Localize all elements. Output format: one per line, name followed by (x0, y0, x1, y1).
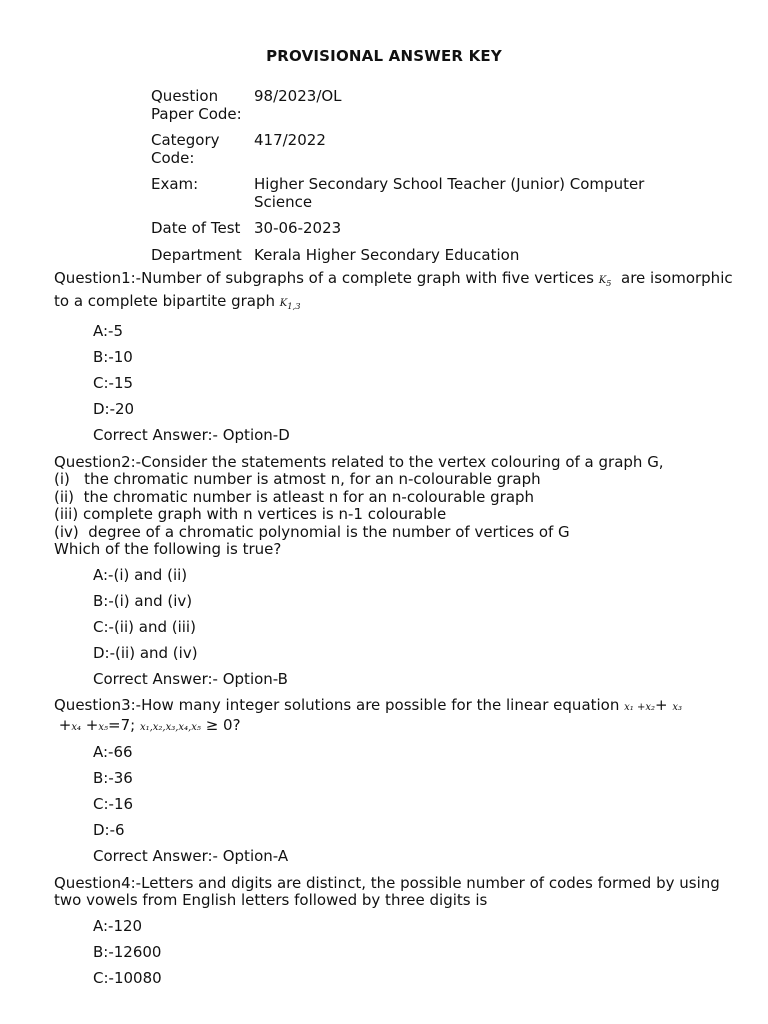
detail-value: 417/2022 (254, 131, 326, 149)
detail-value: Higher Secondary School Teacher (Junior) Computer Science (254, 175, 645, 211)
stem-text: are isomorphic to a complete bipartite graph (54, 269, 738, 310)
detail-label: Question Paper Code: (151, 87, 242, 123)
math-expression: x₁ +x₂ (624, 702, 655, 713)
option-c: C:-10080 (93, 968, 162, 987)
question-stem: Question4:-Letters and digits are distinct, the possible number of codes formed by using two vowels from English letters followed by three digits is (54, 873, 725, 909)
stem-text: Question1:-Number of subgraphs of a complete graph with five vertices (54, 269, 599, 287)
stem-text: + (54, 715, 72, 734)
option-a: A:-5 (93, 322, 124, 340)
option-a: A:-(i) and (ii) (93, 565, 188, 584)
stem-text: ≥ 0? (200, 715, 241, 734)
detail-label: Category Code: (151, 131, 220, 167)
detail-value: 30-06-2023 (254, 219, 342, 237)
question-stem (54, 697, 744, 736)
option-a: A:-66 (93, 743, 133, 761)
question-1 (54, 270, 744, 445)
option-b: B:-36 (93, 769, 133, 787)
stem-text: + (81, 715, 99, 734)
questions-list (54, 270, 744, 996)
math-subscript: 1,3 (287, 300, 301, 311)
detail-row-category-code (151, 132, 674, 176)
option-c: C:-15 (93, 374, 134, 392)
math-expression (599, 275, 612, 286)
math-expression: x₄ (71, 721, 82, 733)
question-4 (54, 875, 744, 988)
math-subscript: 5 (606, 278, 612, 288)
detail-value: Kerala Higher Secondary Education (254, 245, 520, 264)
option-b: B:-10 (93, 348, 133, 366)
math-expression (280, 298, 301, 309)
math-expression: x₅ (98, 721, 109, 733)
question-stem: Question2:-Consider the statements related to the vertex colouring of a graph G, (i) the chromatic number is atmost n, for an n-colourable graph (ii) the chromatic number is atleast n for an n-colourable graph (iii) complete graph with n vertices is n-1 colourable (iv) degree of a chromatic polynomial is the number of vertices of G Which of the following is true? (54, 452, 664, 558)
detail-row-department (151, 247, 674, 265)
option-d: D:-(ii) and (iv) (93, 643, 198, 662)
correct-answer: Correct Answer:- Option-B (93, 669, 288, 688)
math-expression: x₁,x₂,x₃,x₄,x₅ (139, 721, 201, 733)
question-stem (54, 270, 744, 315)
detail-row-exam (151, 176, 674, 220)
correct-answer: Correct Answer:- Option-A (93, 847, 289, 865)
option-d: D:-6 (93, 821, 125, 839)
math-symbol: K (598, 275, 607, 286)
detail-row-paper-code (151, 88, 674, 132)
option-c: C:-(ii) and (iii) (93, 617, 196, 636)
stem-text: Question3:-How many integer solutions are possible for the linear equation (54, 696, 625, 714)
option-a: A:-120 (93, 916, 143, 935)
option-c: C:-16 (93, 795, 134, 813)
detail-label: Exam: (151, 175, 199, 193)
detail-value: 98/2023/OL (254, 87, 342, 105)
stem-text: =7; (108, 715, 140, 734)
page-title: PROVISIONAL ANSWER KEY (266, 47, 502, 65)
math-expression: x₃ (672, 702, 682, 713)
exam-details-table (151, 88, 674, 264)
question-3 (54, 697, 744, 866)
stem-text: + (655, 696, 673, 714)
question-2 (54, 454, 744, 689)
detail-label: Department (151, 245, 242, 264)
detail-label: Date of Test (151, 219, 241, 237)
math-symbol: K (279, 297, 288, 309)
option-d: D:-20 (93, 400, 135, 418)
option-b: B:-12600 (93, 942, 162, 961)
detail-row-date (151, 220, 674, 247)
correct-answer: Correct Answer:- Option-D (93, 426, 290, 444)
option-b: B:-(i) and (iv) (93, 591, 193, 610)
